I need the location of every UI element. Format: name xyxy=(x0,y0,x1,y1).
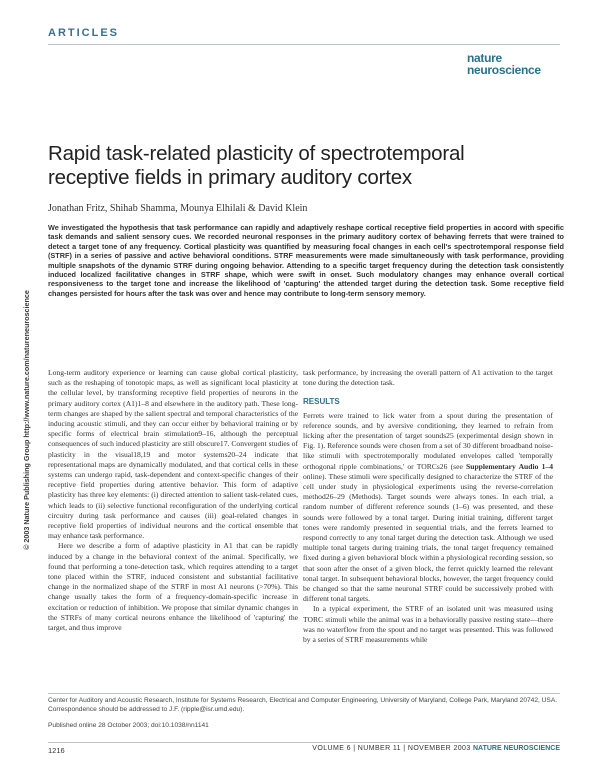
journal-logo-line1: nature xyxy=(467,51,502,65)
section-label: ARTICLES xyxy=(48,27,119,39)
footer-divider xyxy=(48,742,560,743)
results-text: ). Reference sounds were chosen from a set of 30 different broadband noise-like stimuli with spectrotemporally modulated envelopes called 'temporally orthogonal ripple combinations,' or TORCs26 (see xyxy=(303,441,553,471)
body-column-right xyxy=(303,368,553,645)
copyright-sidebar: © 2003 Nature Publishing Group http://www.nature.com/natureneuroscience xyxy=(22,290,31,550)
page-number: 1216 xyxy=(48,746,65,755)
body-paragraph xyxy=(303,411,553,605)
abstract: We investigated the hypothesis that task performance can rapidly and adaptively reshape cortical receptive field properties in accord with specific task demands and salient sensory cues. We recorded neuronal responses in the primary auditory cortex of behaving ferrets that were trained to detect a target tone of any frequency. Cortical plasticity was quantified by measuring focal changes in each cell's spectrotemporal response field (STRF) in a series of passive and active behavioral conditions. STRF measurements were made simultaneously with task performance, providing multiple snapshots of the dynamic STRF during ongoing behavior. Attending to a specific target frequency during the detection task consistently induced localized facilitative changes in STRF shape, which were swift in onset. Such modulatory changes may enhance overall cortical responsiveness to the target tone and increase the likelihood of 'capturing' the attended target during the detection task. Some receptive field changes persisted for hours after the task was over and hence may contribute to long-term sensory memory. xyxy=(48,223,564,298)
header-divider xyxy=(48,44,560,45)
journal-issue-info xyxy=(312,745,560,752)
publication-note: Published online 28 October 2003; doi:10.1038/nn1141 xyxy=(48,722,209,729)
body-paragraph: task performance, by increasing the overall pattern of A1 activation to the target tone during the detection task. xyxy=(303,368,553,388)
body-paragraph: Long-term auditory experience or learning can cause global cortical plasticity, such as the reshaping of tonotopic maps, as well as significant local plasticity at the cellular level, by transforming receptive field properties of neurons in the primary auditory cortex (A1)1–8 and elsewhere in the auditory path. These long-term changes are shaped by the salient spectral and temporal characteristics of the inducing acoustic stimuli, and they can occur either by behavioral training or by specific forms of electrical brain stimulation9–16, although the perceptual consequences of such induced plasticity are still obscure17. Convergent studies of plasticity in the visual18,19 and motor systems20–24 indicate that representational maps are dynamically modulated, and that cortical cells in these systems can undergo rapid, task-dependent and context-specific changes of their receptive field properties during attentive behavior. This form of adaptive plasticity has three key elements: (i) directed attention to salient task-related cues, which leads to (ii) selective functional reconfiguration of the underlying cortical circuitry during task performance and causes (iii) goal-related changes in receptive field properties of individual neurons and the cortical ensemble that may enhance task performance. xyxy=(48,368,298,541)
body-paragraph: In a typical experiment, the STRF of an isolated unit was measured using TORC stimuli while the animal was in a behaviorally passive resting state—there was no waterflow from the spout and no target was presented. This was followed by a series of STRF measurements while xyxy=(303,604,553,645)
journal-logo xyxy=(467,52,567,76)
body-column-left xyxy=(48,368,298,633)
supplementary-reference: Supplementary Audio 1–4 xyxy=(466,461,553,471)
journal-issue: VOLUME 6 | NUMBER 11 | NOVEMBER 2003 xyxy=(312,745,471,752)
affiliation-note: Center for Auditory and Acoustic Research, Institute for Systems Research, Electrical and Computer Engineering, University of Maryland, College Park, Maryland 20742, USA. Correspondence should be addressed to J.F. (ripple@isr.umd.edu). xyxy=(48,697,558,713)
results-heading: RESULTS xyxy=(303,397,340,407)
footnote-divider xyxy=(48,693,560,694)
body-paragraph: Here we describe a form of adaptive plasticity in A1 that can be rapidly induced by a change in the behavioral context of the animal. Specifically, we found that performing a tone-detection task, which requires attending to a target tone placed within the STRF, induced consistent and substantial facilitative change in the normalized shape of the STRF in most A1 neurons (>70%). This change usually takes the form of a frequency-domain-specific increase in excitation or reduction of inhibition. We propose that similar dynamic changes in the STRFs of many cortical neurons enhance the likelihood of 'capturing' the target, and thus improve xyxy=(48,541,298,633)
journal-name: NATURE NEUROSCIENCE xyxy=(473,745,560,752)
figure-reference: Fig. 1 xyxy=(303,441,321,451)
article-title: Rapid task-related plasticity of spectrotemporal receptive fields in primary auditory cortex xyxy=(48,142,465,189)
results-text: online). These stimuli were specifically designed to characterize the STRF of the cell under study in physiological experiments using the reverse-correlation method26–29 (Methods). Target sounds were always tones. In each trial, a random number of different reference sounds (1–6) was presented, and these sounds were followed by a tonal target. During initial training, different target tones were randomly presented in sequential trials, and the ferrets learned to respond correctly to any tonal target during the detection task. Although we used multiple tonal targets during training trials, the tonal target frequency remained fixed during a given behavioral block within a physiological recording session, so that soon after the onset of a given block, the ferret quickly learned the relevant tonal target. In subsequent behavioral blocks, however, the target frequency could be changed so that the same neuronal STRF could be successively probed with different tonal targets. xyxy=(303,471,553,604)
results-text: Ferrets were trained to lick water from a spout during the presentation of reference sounds, and by aversive conditioning, they learned to refrain from licking after the presentation of target sounds25 (experimental design shown in xyxy=(303,410,553,441)
journal-logo-line2: neuroscience xyxy=(467,63,541,77)
author-list: Jonathan Fritz, Shihab Shamma, Mounya Elhilali & David Klein xyxy=(48,203,308,214)
